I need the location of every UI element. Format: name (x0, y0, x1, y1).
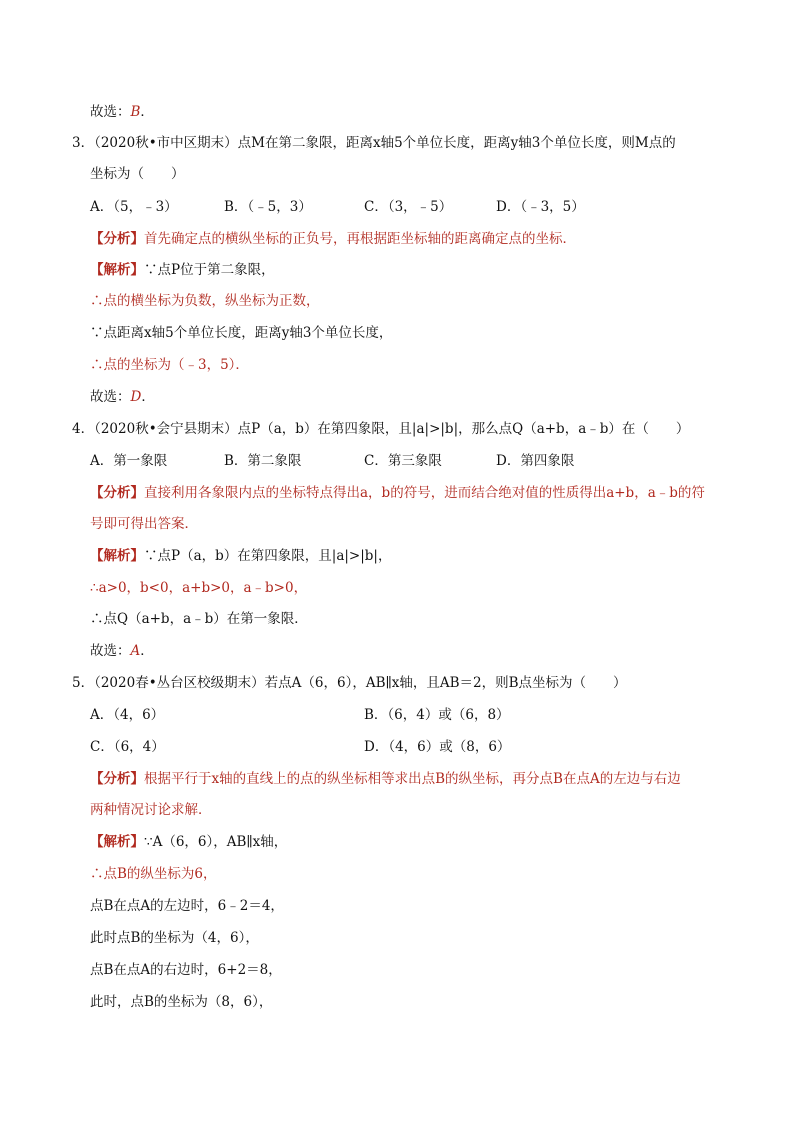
answer-letter: A (130, 643, 141, 659)
answer-prefix: 故选： (90, 389, 131, 405)
q5-solution-6: 此时，点B的坐标为（8，6）， (90, 994, 273, 1010)
q4-option-b: B．第二象限 (224, 453, 302, 469)
q3-option-a: A．（5，﹣3） (90, 199, 178, 215)
q5-option-c: C．（6，4） (90, 739, 165, 755)
q5-stem: 5．（2020春•丛台区校级期末）若点A（6，6），AB∥x轴，且AB＝2，则B点坐标为（ ） (72, 675, 627, 691)
solution-tag: 【解析】 (90, 834, 144, 850)
q3-solution-1 (90, 260, 275, 280)
q4-option-a: A．第一象限 (90, 453, 168, 469)
q4-stem: 4．（2020秋•会宁县期末）点P（a，b）在第四象限，且|a|>|b|，那么点Q（a+b，a﹣b）在（ ） (72, 421, 690, 437)
q2-answer-line (90, 102, 154, 122)
q3-answer-line (90, 387, 155, 407)
q3-option-d: D．（﹣3，5） (496, 199, 585, 215)
q5-solution-3: 点B在点A的左边时，6﹣2＝4， (90, 898, 284, 914)
answer-prefix: 故选： (90, 643, 131, 659)
q4-option-c: C．第三象限 (364, 453, 442, 469)
q4-solution-1 (90, 546, 391, 566)
q3-solution-4: ∴点的坐标为（﹣3，5）． (90, 357, 249, 373)
q5-solution-2: ∴点B的纵坐标为6， (90, 866, 217, 882)
q5-solution-1 (90, 832, 287, 852)
q5-option-d: D．（4，6）或（8，6） (364, 739, 511, 755)
solution-text: ∵点P位于第二象限， (144, 262, 275, 278)
analysis-tag: 【分析】 (90, 485, 144, 501)
q3-option-c: C．（3，﹣5） (364, 199, 453, 215)
q5-analysis-2: 两种情况讨论求解． (90, 802, 212, 818)
analysis-text: 直接利用各象限内点的坐标特点得出a，b的符号，进而结合绝对值的性质得出a+b，a﹣b的符 (144, 485, 705, 501)
answer-letter: D (130, 389, 142, 405)
answer-suffix: ． (140, 104, 154, 120)
q4-answer-line (90, 641, 154, 661)
q3-stem-line2: 坐标为（ ） (90, 166, 185, 182)
q5-solution-4: 此时点B的坐标为（4，6）， (90, 930, 259, 946)
answer-suffix: ． (141, 389, 155, 405)
analysis-text: 首先确定点的横纵坐标的正负号，再根据距坐标轴的距离确定点的坐标． (144, 231, 576, 247)
analysis-tag: 【分析】 (90, 771, 144, 787)
solution-text: ∵点P（a，b）在第四象限，且|a|>|b|， (144, 548, 392, 564)
solution-tag: 【解析】 (90, 262, 144, 278)
q4-option-d: D．第四象限 (496, 453, 575, 469)
answer-suffix: ． (140, 643, 154, 659)
answer-letter: B (130, 104, 141, 120)
q4-analysis-2: 号即可得出答案． (90, 516, 198, 532)
q5-solution-5: 点B在点A的右边时，6+2＝8， (90, 962, 282, 978)
solution-text: ∵A（6，6），AB∥x轴， (144, 834, 288, 850)
q3-solution-3: ∵点距离x轴5个单位长度，距离y轴3个单位长度， (90, 325, 393, 341)
q3-analysis (90, 229, 576, 249)
solution-tag: 【解析】 (90, 548, 144, 564)
q5-analysis-1 (90, 769, 681, 789)
answer-prefix: 故选： (90, 104, 131, 120)
q4-solution-3: ∴点Q（a+b，a﹣b）在第一象限． (90, 611, 308, 627)
analysis-text: 根据平行于x轴的直线上的点的纵坐标相等求出点B的纵坐标，再分点B在点A的左边与右边 (144, 771, 681, 787)
q4-analysis-1 (90, 483, 705, 503)
q3-stem-line1: 3．（2020秋•市中区期末）点M在第二象限，距离x轴5个单位长度，距离y轴3个单位长度，则M点的 (72, 135, 676, 151)
q3-option-b: B．（﹣5，3） (224, 199, 312, 215)
q5-option-b: B．（6，4）或（6，8） (364, 707, 510, 723)
q5-option-a: A．（4，6） (90, 707, 165, 723)
analysis-tag: 【分析】 (90, 231, 144, 247)
q4-solution-2: ∴a>0，b<0，a+b>0，a﹣b>0， (90, 580, 308, 596)
q3-solution-2: ∴点的横坐标为负数，纵坐标为正数， (90, 293, 320, 309)
